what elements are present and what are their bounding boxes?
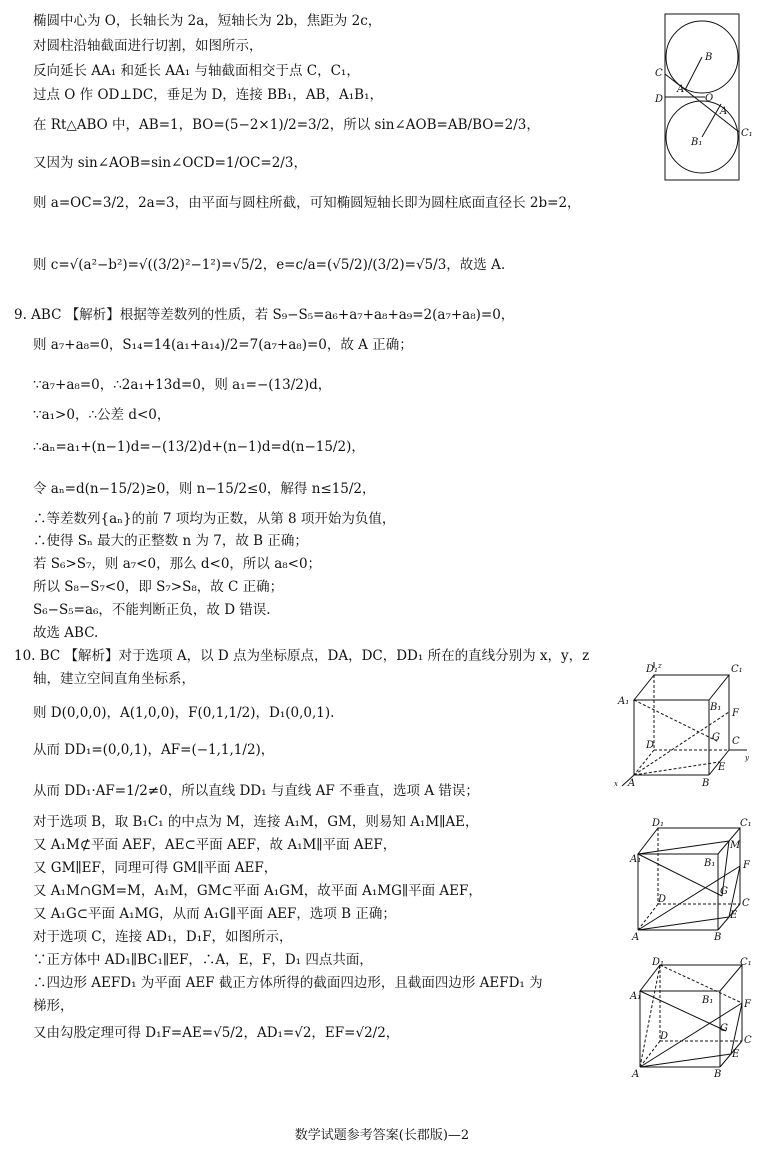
fig-label: A xyxy=(677,84,685,95)
text-line: ∴使得 Sₙ 最大的正整数 n 为 7，故 B 正确； xyxy=(33,533,308,549)
text-line: 则 c=√(a²−b²)=√((3/2)²−1²)=√5/2，e=c/a=(√5/2)/(3/2)=√5/3，故选 A. xyxy=(33,257,506,273)
text-line: 又由勾股定理可得 D₁F=AE=√5/2，AD₁=√2，EF=√2/2， xyxy=(33,1025,400,1041)
text-line: 梯形， xyxy=(33,998,74,1014)
text-line: 对于选项 B，取 B₁C₁ 的中点为 M，连接 A₁M，GM，则易知 A₁M∥AE， xyxy=(33,814,479,830)
fig-label: A₁ xyxy=(630,991,642,1002)
text-line: 故选 ABC. xyxy=(33,625,99,641)
fig-label: y xyxy=(745,754,749,762)
fig-label: B xyxy=(714,932,722,943)
fig-label: O xyxy=(705,93,714,104)
text-line: 又 A₁G⊂平面 A₁MG，从而 A₁G∥平面 AEF，选项 B 正确； xyxy=(33,906,396,922)
fig-label: A xyxy=(720,106,728,117)
cube-option-c-figure xyxy=(630,957,754,1081)
fig-label: B xyxy=(705,52,713,63)
fig-label: E xyxy=(718,762,726,773)
fig-label: C xyxy=(655,68,663,79)
text-line: 反向延长 AA₁ 和延长 AA₁ 与轴截面相交于点 C，C₁， xyxy=(33,63,360,79)
text-line: 从而 DD₁=(0,0,1)，AF=(−1,1,1/2)， xyxy=(33,742,275,758)
fig-label: D₁ xyxy=(652,957,665,968)
question-9-heading: 9. ABC 【解析】根据等差数列的性质，若 S₉−S₅=a₆+a₇+a₈+a₉=2(a₇+a₈)=0， xyxy=(14,307,515,323)
fig-label: C₁ xyxy=(740,818,752,829)
fig-label: C xyxy=(744,1035,752,1046)
cube-axes-figure xyxy=(614,660,754,790)
text-line: 若 S₆>S₇，则 a₇<0，那么 d<0，所以 a₈<0； xyxy=(33,556,322,572)
fig-label: x xyxy=(614,780,618,788)
page-footer: 数学试题参考答案(长郡版)—2 xyxy=(294,1128,470,1143)
text-line: 过点 O 作 OD⊥DC，垂足为 D，连接 BB₁，AB，A₁B₁， xyxy=(33,87,384,103)
fig-label: M xyxy=(730,840,741,851)
fig-label: D xyxy=(658,894,667,905)
text-line: 椭圆中心为 O，长轴长为 2a，短轴长为 2b，焦距为 2c， xyxy=(33,13,382,29)
fig-label: B₁ xyxy=(702,995,714,1006)
text-line: 又因为 sin∠AOB=sin∠OCD=1/OC=2/3， xyxy=(33,155,307,171)
fig-label: F xyxy=(743,860,750,871)
text-line: 又 A₁M⊄平面 AEF，AE⊂平面 AEF，故 A₁M∥平面 AEF， xyxy=(33,837,397,853)
fig-label: C xyxy=(742,898,750,909)
cube-option-b-figure xyxy=(630,818,754,942)
fig-label: A xyxy=(632,932,640,943)
text-line: 则 D(0,0,0)，A(1,0,0)，F(0,1,1/2)，D₁(0,0,1). xyxy=(33,705,335,721)
text-line: 则 a₇+a₈=0，S₁₄=14(a₁+a₁₄)/2=7(a₇+a₈)=0，故 A 正确； xyxy=(33,337,413,353)
text-line: ∵a₇+a₈=0，∴2a₁+13d=0，则 a₁=−(13/2)d， xyxy=(33,377,332,393)
fig-label: B₁ xyxy=(710,702,722,713)
fig-label: E xyxy=(730,910,738,921)
fig-label: D xyxy=(646,740,655,751)
fig-label: F xyxy=(732,708,739,719)
text-line: 又 A₁M∩GM=M，A₁M，GM⊂平面 A₁GM，故平面 A₁MG∥平面 AEF， xyxy=(33,883,482,899)
text-line: ∴四边形 AEFD₁ 为平面 AEF 截正方体所得的截面四边形，且截面四边形 AEFD₁ 为 xyxy=(33,975,543,991)
fig-label: E xyxy=(732,1049,740,1060)
fig-label: C xyxy=(732,736,740,747)
fig-label: D₁ xyxy=(646,664,659,675)
text-line: 轴，建立空间直角坐标系， xyxy=(33,671,195,687)
fig-label: C₁ xyxy=(741,128,753,139)
fig-label: F xyxy=(744,999,751,1010)
text-line: 从而 DD₁·AF=1/2≠0，所以直线 DD₁ 与直线 AF 不垂直，选项 A 错误； xyxy=(33,783,479,799)
text-line: 又 GM∥EF，同理可得 GM∥平面 AEF， xyxy=(33,860,278,876)
fig-label: G xyxy=(720,886,728,897)
text-line: ∵a₁>0，∴公差 d<0， xyxy=(33,407,171,423)
text-line: S₆−S₅=a₆，不能判断正负，故 D 错误. xyxy=(33,602,271,618)
fig-label: G xyxy=(720,1023,728,1034)
fig-label: z xyxy=(658,662,662,670)
fig-label: C₁ xyxy=(740,957,752,968)
text-line: ∴aₙ=a₁+(n−1)d=−(13/2)d+(n−1)d=d(n−15/2)， xyxy=(33,439,365,455)
question-10-heading: 10. BC 【解析】对于选项 A，以 D 点为坐标原点，DA，DC，DD₁ 所在的直线分别为 x，y，z xyxy=(14,648,590,664)
text-line: 对于选项 C，连接 AD₁，D₁F，如图所示， xyxy=(33,929,293,945)
fig-label: C₁ xyxy=(731,664,743,675)
cylinder-figure xyxy=(655,12,753,184)
text-line: 则 a=OC=3/2，2a=3，由平面与圆柱所截，可知椭圆短轴长即为圆柱底面直径长 2b=2， xyxy=(33,195,581,211)
fig-label: B₁ xyxy=(691,137,703,148)
fig-label: A xyxy=(632,1069,640,1080)
fig-label: A₁ xyxy=(618,696,630,707)
fig-label: D₁ xyxy=(652,818,665,829)
text-line: ∴等差数列{aₙ}的前 7 项均为正数，从第 8 项开始为负值， xyxy=(33,511,396,527)
text-line: 所以 S₈−S₇<0，即 S₇>S₈，故 C 正确； xyxy=(33,579,284,595)
fig-label: D xyxy=(660,1031,669,1042)
fig-label: B xyxy=(702,778,710,789)
fig-label: A₁ xyxy=(630,854,642,865)
text-line: ∵正方体中 AD₁∥BC₁∥EF，∴A，E，F，D₁ 四点共面， xyxy=(33,952,373,968)
fig-label: D xyxy=(655,94,664,105)
text-line: 在 Rt△ABO 中，AB=1，BO=(5−2×1)/2=3/2，所以 sin∠AOB=AB/BO=2/3， xyxy=(33,117,540,133)
fig-label: A xyxy=(628,778,636,789)
fig-label: B xyxy=(714,1069,722,1080)
text-line: 对圆柱沿轴截面进行切割，如图所示， xyxy=(33,38,263,54)
text-line: 令 aₙ=d(n−15/2)≥0，则 n−15/2≤0，解得 n≤15/2， xyxy=(33,481,376,497)
fig-label: G xyxy=(712,732,720,743)
fig-label: B₁ xyxy=(704,858,716,869)
